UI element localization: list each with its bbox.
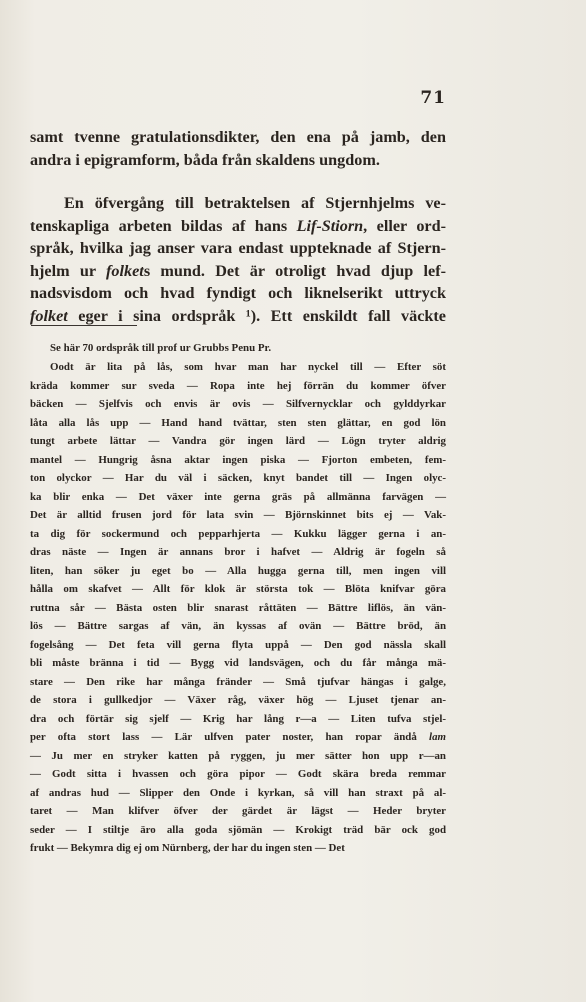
page-number: 71 xyxy=(420,88,446,108)
text-line: ta dig för sockermund och pepparhjerta — Kukku lägger gerna i an- xyxy=(30,527,446,540)
text-line: per ofta stort lass — Lär ulfven pater noster, han ropar ändå lam xyxy=(30,731,446,743)
text-line: lös — Bättre sargas af vän, än kyssas af ovän — Bättre bröd, än xyxy=(30,620,446,632)
text-line: En öfvergång till betraktelsen af Stjernhjelms ve- xyxy=(64,194,446,212)
text-line: af andras hud — Slipper den Onde i kyrkan, så vill han straxt på al- xyxy=(30,786,446,799)
footnote-rule xyxy=(31,325,137,326)
text-line: stare — Den rike har många fränder — Små tjufvar hängas i galge, xyxy=(30,675,446,688)
text-line: låta alla lås upp — Hand hand tvättar, sten sten glättar, en god lön xyxy=(30,416,446,429)
text-line: folket eger i sina ordspråk ¹). Ett enskildt fall väckte xyxy=(30,306,446,325)
footnote-heading xyxy=(30,339,446,358)
text-line: fogelsång — Det feta vill gerna flyta uppå — Den god nässla skall xyxy=(30,638,446,651)
text-line: hjelm ur folkets mund. Det är otroligt hvad djup lef- xyxy=(30,261,446,280)
text-line: Det är alltid frusen jord för lata svin — Björnskinnet bits ej — Vak- xyxy=(30,509,446,521)
text-line: dra och förtär sig sjelf — Krig har lång r—a — Liten tufva stjel- xyxy=(30,712,446,725)
text-line: tungt arbete lättar — Vandra gör ingen lärd — Lögn tryter aldrig xyxy=(30,435,446,447)
text-line: frukt — Bekymra dig ej om Nürnberg, der har du ingen sten — Det xyxy=(30,842,345,854)
text-line: Oodt är lita på lås, som hvar man har nyckel till — Efter söt xyxy=(50,361,446,373)
text-line: kräda kommer sur sveda — Ropa inte hej förrän du kommer öfver xyxy=(30,379,446,392)
paragraph-1 xyxy=(30,126,446,171)
text-line: ka blir enka — Det växer inte gerna gräs på allmänna farvägen — xyxy=(30,490,446,503)
text-line: andra i epigramform, båda från skaldens ungdom. xyxy=(30,150,380,169)
text-line: — Ju mer en stryker katten på ryggen, ju mer sätter hon upp r—an xyxy=(30,749,446,762)
text-line: bäcken — Sjelfvis och envis är ovis — Silfvernycklar och gylddyrkar xyxy=(30,398,446,410)
text-line: dras näste — Ingen är annans bror i hafvet — Aldrig är fogeln så xyxy=(30,546,446,558)
text-line: hålla om skafvet — Allt för klok är största tok — Blöta knifvar göra xyxy=(30,583,446,595)
footnote-body xyxy=(30,358,446,858)
text-line: Se här 70 ordspråk till prof ur Grubbs Penu Pr. xyxy=(50,342,272,354)
text-line: språk, hvilka jag anser vara endast uppteknade af Stjern- xyxy=(30,239,446,258)
text-line: samt tvenne gratulationsdikter, den ena på jamb, den xyxy=(30,128,446,146)
text-line: liten, han söker ju eget bo — Alla hugga gerna till, men ingen vill xyxy=(30,564,446,577)
text-line: nadsvisdom och hvad fyndigt och liknelserikt uttryck xyxy=(30,284,446,303)
text-line: — Godt sitta i hvassen och göra pipor — Godt skära breda remmar xyxy=(30,768,446,780)
text-line: tenskapliga arbeten bildas af hans Lif-Stiorn, eller ord- xyxy=(30,216,446,235)
text-line: seder — I stiltje äro alla goda sjömän — Krokigt träd bär ock god xyxy=(30,823,446,836)
text-line: mantel — Hungrig åsna aktar ingen piska — Fjorton embeten, fem- xyxy=(30,453,446,466)
text-line: ruttna sår — Bästa osten blir snarast råttäten — Bättre liflös, än vän- xyxy=(30,601,446,614)
text-line: ton olyckor — Har du väl i säcken, knyt bandet till — Ingen olyc- xyxy=(30,472,446,484)
text-line: de stora i gullkedjor — Växer råg, växer hög — Ljuset tjenar an- xyxy=(30,694,446,706)
text-line: taret — Man klifver öfver der gärdet är lägst — Heder bryter xyxy=(30,805,446,817)
text-line: bli måste bränna i tid — Bygg vid landsvägen, och du får många mä- xyxy=(30,657,446,669)
paragraph-2 xyxy=(30,192,446,328)
